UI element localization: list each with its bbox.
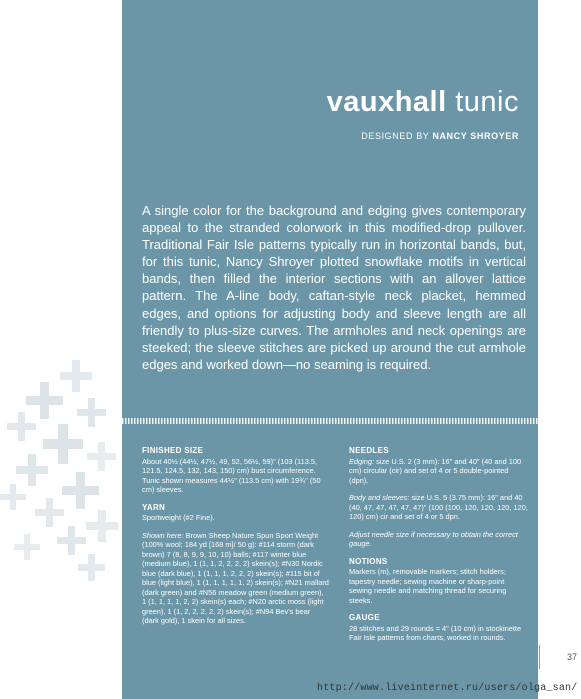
gauge-heading: GAUGE bbox=[349, 613, 380, 622]
adjust-text: Adjust needle size if necessary to obtain the correct gauge. bbox=[349, 529, 518, 548]
page-title bbox=[327, 86, 519, 119]
title-bold: vauxhall bbox=[326, 86, 447, 118]
yarn-weight: Sportweight (#2 Fine). bbox=[142, 513, 215, 522]
gauge-text: 28 stitches and 29 rounds = 4" (10 cm) in stockinette Fair Isle patterns from charts, worked in rounds. bbox=[349, 623, 522, 642]
finished-size-text: About 40½ (44½, 47½, 49, 52, 56½, 59)" (103 (113.5, 121.5, 124.5, 132, 143, 150) cm) bust circumference. Tunic shown measures 44½" (113.5 cm) with 19¾" (50 cm) sleeves. bbox=[142, 456, 321, 494]
snowflake-cross-pattern bbox=[0, 350, 130, 590]
designer-name: NANCY SHROYER bbox=[432, 131, 519, 141]
yarn-details bbox=[142, 531, 329, 626]
right-column bbox=[349, 446, 529, 651]
needles-heading: NEEDLES bbox=[349, 446, 389, 455]
body-label: Body and sleeves: bbox=[349, 493, 410, 502]
finished-size-heading: FINISHED SIZE bbox=[142, 446, 204, 455]
dotted-divider bbox=[122, 418, 538, 424]
body-text: size U.S. 5 (3.75 mm): 16" and 40 (40, 47, 47, 47, 47, 47)" (100 (100, 120, 120, 120, 120, 120) cm) cir and set of 4 or 5 dpn. bbox=[349, 493, 528, 521]
yarn-label: Shown here: bbox=[142, 530, 184, 540]
intro-paragraph bbox=[142, 202, 526, 373]
designer-prefix: DESIGNED BY bbox=[361, 131, 430, 141]
page-number: 37 bbox=[566, 652, 577, 662]
left-column bbox=[142, 446, 329, 634]
edging-label: Edging: bbox=[349, 456, 375, 466]
intro-text: A single color for the background and edging gives contemporary appeal to the stranded colorwork in this modified-drop pullover. Traditional Fair Isle patterns typically run in horizontal bands, but, for this tunic, Nancy Shroyer plotted snowflake motifs in vertical bands, then filled the interior sections with an allover lattice pattern. The A-line body, caftan-style neck placket, hemmed edges, and options for adjusting body and sleeve length are all friendly to plus-size curves. The armholes and neck openings are steeked; the sleeve stitches are picked up around the cut armhole edges and worked down—no seaming is required. bbox=[142, 203, 526, 372]
needles-body bbox=[349, 493, 529, 522]
notions-text: Markers (m), removable markers; stitch holders; tapestry needle; sewing machine or sharp-point sewing needle and matching thread for securing steeks. bbox=[349, 567, 507, 605]
yarn-text: Brown Sheep Nature Spun Sport Weight (100% wool; 184 yd [168 m]/ 50 g): #114 storm (dark brown) 7 (8, 8, 9, 9, 10, 10) balls; #117 winter blue (medium blue), 1 (1, 1, 2, 2, 2, 2) skein(s); #N30 Nordic blue (dark blue), 1 (1, 1, 1, 2, 2, 2) skein(s); #115 bit of blue (light blue), 1 (1, 1, 1, 1, 1, 2) skein(s); #N21 mallard (dark green) and #N56 meadow green (medium green), 1 (1, 1, 1, 1, 2, 2) skein(s) each; #N20 arctic moss (light green), 1 (1, 2, 2, 2, 2, 2) skein(s); #N94 Bev's bear (dark gold), 1 skein for all sizes. bbox=[142, 530, 329, 625]
page-number-rule bbox=[539, 645, 540, 669]
edging-text: size U.S. 2 (3 mm): 16" and 40" (40 and 100 cm) circular (cir) and set of 4 or 5 double-pointed (dpn). bbox=[349, 456, 522, 485]
yarn-heading: YARN bbox=[142, 502, 166, 512]
needles-adjust bbox=[349, 530, 529, 549]
needles-edging bbox=[349, 457, 529, 486]
notions-heading: NOTIONS bbox=[349, 556, 388, 566]
source-url[interactable]: http://www.liveinternet.ru/users/olga_san/ bbox=[317, 683, 578, 694]
title-regular: tunic bbox=[455, 86, 519, 118]
designer-credit bbox=[361, 131, 519, 141]
content-panel bbox=[122, 0, 538, 699]
